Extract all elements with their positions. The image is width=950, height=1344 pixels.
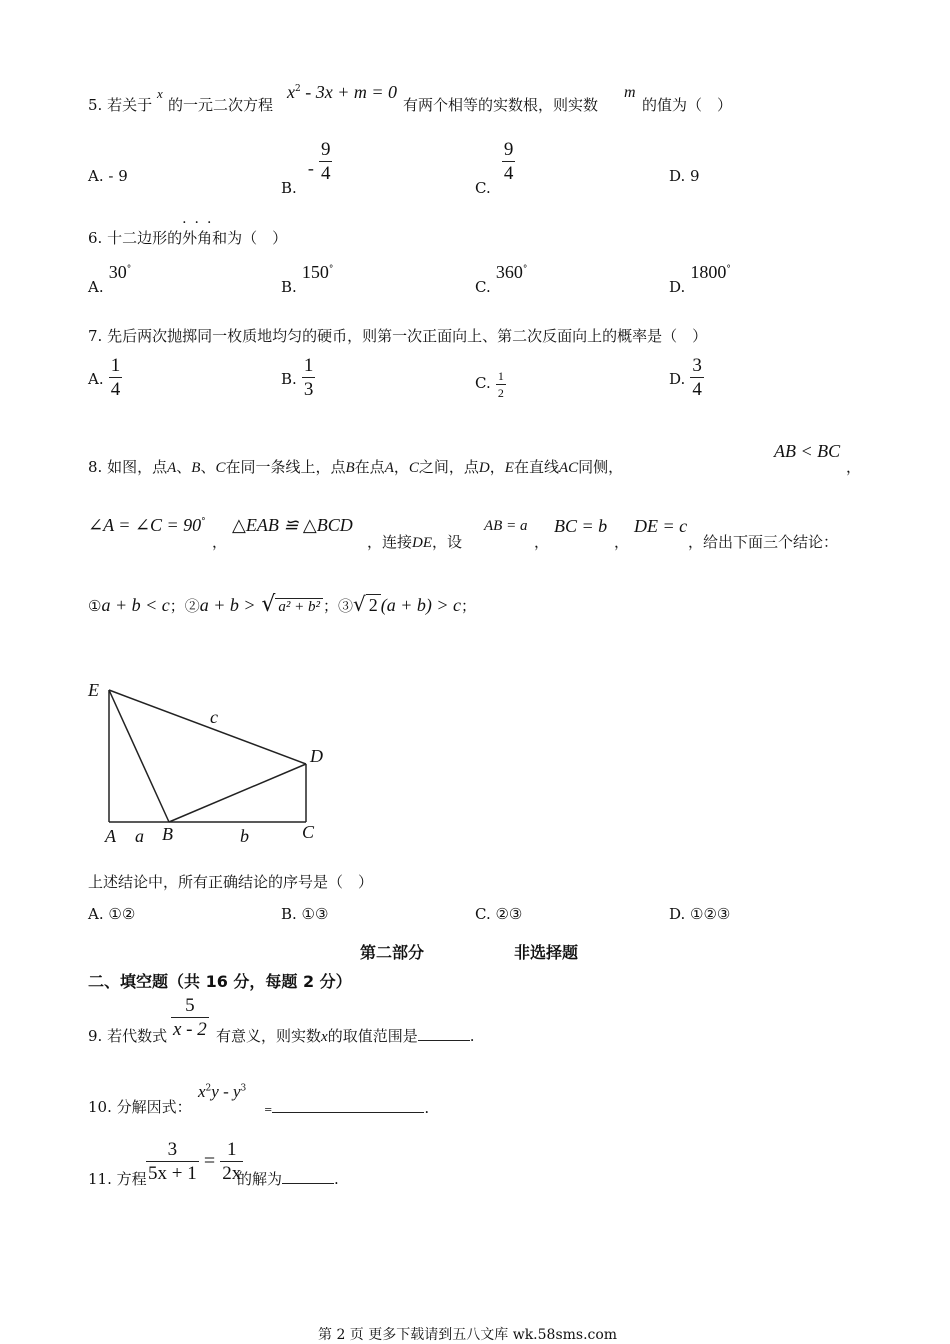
q8-given: ，给出下面三个结论：: [688, 533, 839, 551]
q9-fraction: $\frac{5}{x - 2}$: [173, 995, 207, 1040]
q11-answer-blank[interactable]: [282, 1169, 334, 1184]
q8-comma3: ，: [534, 533, 550, 551]
segment-BD: [169, 764, 306, 822]
q5-option-b: B. - $\frac{9}{4}$: [281, 139, 331, 197]
q6-emphasis: 外角和 ···: [182, 215, 228, 247]
q5-var-m: m: [624, 84, 636, 101]
q8-conclusion-1: a + b < c: [101, 595, 170, 615]
q5-tail2: 的值为（ ）: [642, 96, 733, 114]
q6-option-a: A. 30°: [88, 262, 132, 296]
q5-equation: $x^2 - 3x + m = 0$: [287, 82, 398, 102]
q8-connect: ，连接DE，设: [367, 533, 463, 551]
q8-line1: 8. 如图，点A、B、C在同一条线上，点B在点A，C之间，点D，E在直线AC同侧，: [88, 458, 624, 476]
q5-option-d: D. 9: [669, 167, 700, 185]
q8-de-eq: DE = c: [634, 516, 688, 536]
q9-prefix: 9. 若代数式: [88, 1027, 168, 1045]
q10-answer-blank[interactable]: [272, 1098, 424, 1113]
q8-congruence: △EAB ≌ △BCD: [232, 515, 353, 535]
section-heading: 二、填空题（共 16 分，每题 2 分）: [88, 972, 352, 991]
part2-title-b: 非选择题: [514, 943, 579, 962]
q8-option-b: B. ①③: [281, 905, 329, 923]
q9-answer-blank[interactable]: [418, 1026, 470, 1041]
q6-stem: 6. 十二边形的外角和 ··· 为（ ）: [88, 215, 288, 247]
q6-option-d: D. 1800°: [669, 262, 731, 296]
q8-comma4: ，: [614, 533, 630, 551]
q5-option-b-fraction: $\frac{9}{4}$: [320, 139, 331, 184]
q9-suffix: 有意义，则实数x的取值范围是 .: [216, 1027, 475, 1045]
q10-answer: = .: [264, 1099, 430, 1117]
q11-equation: $\frac{3}{5x + 1}$ = $\frac{1}{2x}$: [148, 1139, 242, 1184]
segment-ED: [109, 690, 306, 764]
q8-option-d: D. ①②③: [669, 905, 731, 923]
q5-var-x: x: [157, 86, 163, 101]
label-c: c: [210, 707, 218, 727]
q5-tail1: 有两个相等的实数根，则实数: [403, 96, 599, 114]
q5-option-a: A. - 9: [88, 167, 128, 185]
q5-stem: 5. 若关于: [88, 96, 153, 114]
q8-figure: [80, 672, 340, 852]
q5-mid: 的一元二次方程: [168, 96, 274, 114]
label-b: b: [240, 826, 249, 846]
q8-angle-eq: ∠A = ∠C = 90°: [88, 515, 206, 535]
label-A: A: [105, 826, 116, 846]
q8-comma2: ，: [212, 533, 228, 551]
q8-comma: ，: [846, 458, 862, 476]
part2-title-a: 第二部分: [360, 943, 425, 962]
q6-option-b: B. 150°: [281, 262, 334, 296]
page-footer: 第 2 页 更多下载请到五八文库 wk.58sms.com: [318, 1327, 618, 1343]
label-E: E: [88, 680, 99, 700]
q8-ab-eq: AB = a: [484, 518, 528, 534]
q8-bc-eq: BC = b: [554, 516, 608, 536]
q7-option-a: A. $\frac{1}{4}$: [88, 355, 121, 400]
q10-expression: $x^2y - y^3$: [198, 1082, 247, 1101]
q8-inequality: AB < BC: [774, 441, 841, 461]
q8-option-a: A. ①②: [88, 905, 136, 923]
q8-option-c: C. ②③: [475, 905, 523, 923]
q8-conclusions: ①a + b < c；②a + b > √ a² + b² ；③√ 2 (a + b) > c；: [88, 592, 477, 617]
q7-option-b: B. $\frac{1}{3}$: [281, 355, 314, 400]
q8-question: 上述结论中，所有正确结论的序号是（ ）: [88, 873, 374, 891]
q6-option-c: C. 360°: [475, 262, 528, 296]
q7-option-c: C. $\frac{1}{2}$: [475, 369, 504, 400]
label-a: a: [135, 826, 144, 846]
q7-option-d: D. $\frac{3}{4}$: [669, 355, 702, 400]
q8-conclusion-2: a + b >: [199, 595, 256, 615]
label-D: D: [310, 746, 323, 766]
q11-suffix: 的解为 .: [237, 1170, 339, 1188]
q8-conclusion-3: (a + b) > c: [380, 595, 462, 615]
q11-prefix: 11. 方程: [88, 1170, 147, 1188]
q10-prefix: 10. 分解因式：: [88, 1098, 192, 1116]
q5-option-c-fraction: $\frac{9}{4}$: [503, 139, 514, 184]
q5-option-c: C. $\frac{9}{4}$: [475, 139, 514, 197]
label-C: C: [302, 822, 315, 842]
q7-stem: 7. 先后两次抛掷同一枚质地均匀的硬币，则第一次正面向上、第二次反面向上的概率是（ ）: [88, 327, 708, 345]
label-B: B: [162, 824, 173, 844]
